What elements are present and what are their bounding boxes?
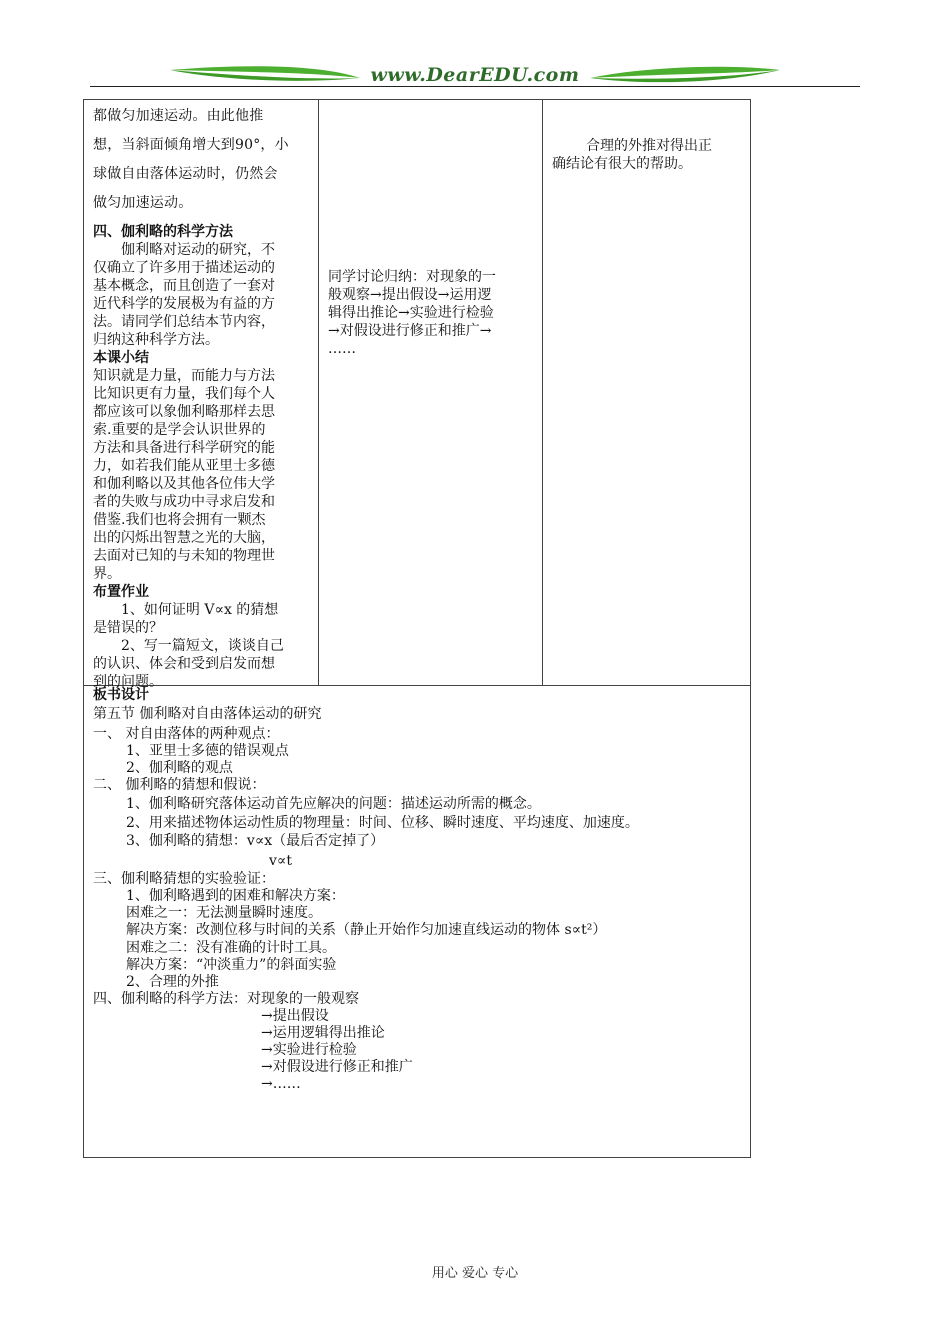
remark-text: 合理的外推对得出正 确结论有很大的帮助。 (552, 138, 712, 172)
board-line: 1、伽利略研究落体运动首先应解决的问题：描述运动所需的概念。 (126, 796, 541, 812)
board-line: 2、合理的外推 (126, 974, 219, 990)
board-line: 1、亚里士多德的错误观点 (126, 743, 289, 759)
section-title: 四、伽利略的科学方法 (93, 224, 233, 240)
homework-title: 布置作业 (93, 584, 149, 600)
board-line: →…… (261, 1076, 301, 1092)
board-line: 2、伽利略的观点 (126, 760, 233, 776)
board-line: →实验进行检验 (261, 1042, 357, 1058)
board-line: 3、伽利略的猜想：v∝x（最后否定掉了） (126, 833, 385, 849)
section-body: 伽利略对运动的研究，不 仅确立了许多用于描述运动的 基本概念，而且创造了一套对 近代科学的发展极为有益的方 法。请同学们总结本节内容， 归纳这种科学方法。 (93, 242, 275, 348)
board-line: 困难之一：无法测量瞬时速度。 (126, 905, 322, 921)
board-line: 一、 对自由落体的两种观点： (93, 726, 280, 742)
table-row (84, 100, 750, 690)
summary-body: 知识就是力量，而能力与方法 比知识更有力量，我们每个人 都应该可以象伽利略那样去思 索.重要的是学会认识世界的 方法和具备进行科学研究的能 力，如若我们能从亚里士多德 和伽利略以及其他各位伟大学 者的失败与成功中寻求启发和 借鉴.我们也将会拥有一颗杰 出的闪烁出智慧之光的大脑， 去面对已知的与未知的物理世 界。 (93, 368, 275, 582)
lesson-table (83, 99, 751, 1158)
intro-paragraph: 都做匀加速运动。由此他推 想，当斜面倾角增大到90°，小 球做自由落体运动时，仍然会 做匀加速运动。 (93, 108, 289, 211)
board-line: 困难之二：没有准确的计时工具。 (126, 940, 336, 956)
teaching-content-cell (84, 100, 319, 690)
board-line: 1、伽利略遇到的困难和解决方案： (126, 888, 345, 904)
board-line: →对假设进行修正和推广 (261, 1059, 413, 1075)
homework-body: 1、如何证明 V∝x 的猜想 是错误的？ 2、写一篇短文，谈谈自己 的认识、体会和受到启发而想 到的问题。 (93, 602, 284, 690)
board-line: 三、伽利略猜想的实验验证： (93, 871, 275, 887)
board-line: 四、伽利略的科学方法：对现象的一般观察 (93, 991, 359, 1007)
remarks-cell (543, 100, 750, 685)
section-four (93, 223, 315, 691)
discussion-text: 同学讨论归纳：对现象的一 般观察→提出假设→运用逻 辑得出推论→实验进行检验 →对假设进行修正和推广→ …… (328, 269, 496, 357)
site-name[interactable]: www.DearEDU.com (370, 64, 580, 86)
student-activity-cell (319, 100, 543, 685)
page-footer: 用心 爱心 专心 (431, 1266, 519, 1281)
board-line: →提出假设 (261, 1008, 329, 1024)
board-line: v∝t (269, 853, 293, 869)
board-title: 板书设计 (93, 687, 149, 703)
board-line: 解决方案：“冲淡重力”的斜面实验 (126, 957, 337, 973)
board-design-cell (84, 686, 750, 1157)
board-line: 2、用来描述物体运动性质的物理量：时间、位移、瞬时速度、平均速度、加速度。 (126, 815, 639, 831)
board-line: →运用逻辑得出推论 (261, 1025, 385, 1041)
summary-title: 本课小结 (93, 350, 149, 366)
board-line: 二、 伽利略的猜想和假说： (93, 777, 266, 793)
header-rule (90, 86, 860, 87)
board-line: 第五节 伽利略对自由落体运动的研究 (93, 706, 322, 722)
board-line: 解决方案：改测位移与时间的关系（静止开始作匀加速直线运动的物体 s∝t²） (126, 922, 607, 938)
